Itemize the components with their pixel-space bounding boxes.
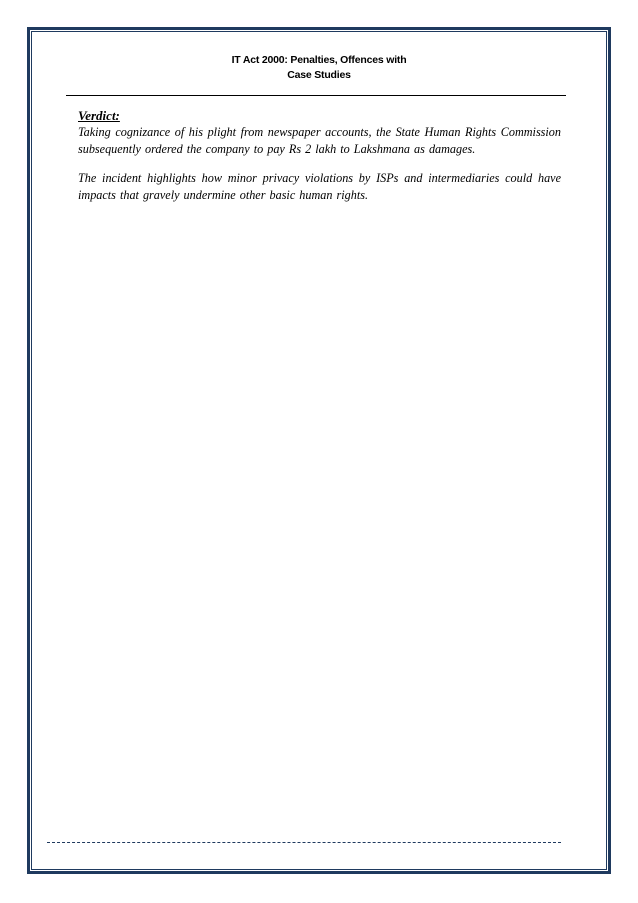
header-divider — [66, 95, 566, 96]
header-title-line-2: Case Studies — [287, 69, 351, 81]
footer-divider — [47, 842, 561, 843]
document-body — [78, 108, 561, 203]
paragraph-incident: The incident highlights how minor privacy violations by ISPs and intermediaries could have impacts that gravely undermine other basic human rights. — [78, 171, 561, 202]
header-title-line-1: IT Act 2000: Penalties, Offences with — [231, 54, 407, 66]
paragraph-verdict: Taking cognizance of his plight from newspaper accounts, the State Human Rights Commission subsequently ordered the company to pay Rs 2 lakh to Lakshmana as damages. — [78, 125, 561, 156]
page-header — [0, 53, 638, 83]
section-heading: Verdict: — [78, 108, 120, 123]
